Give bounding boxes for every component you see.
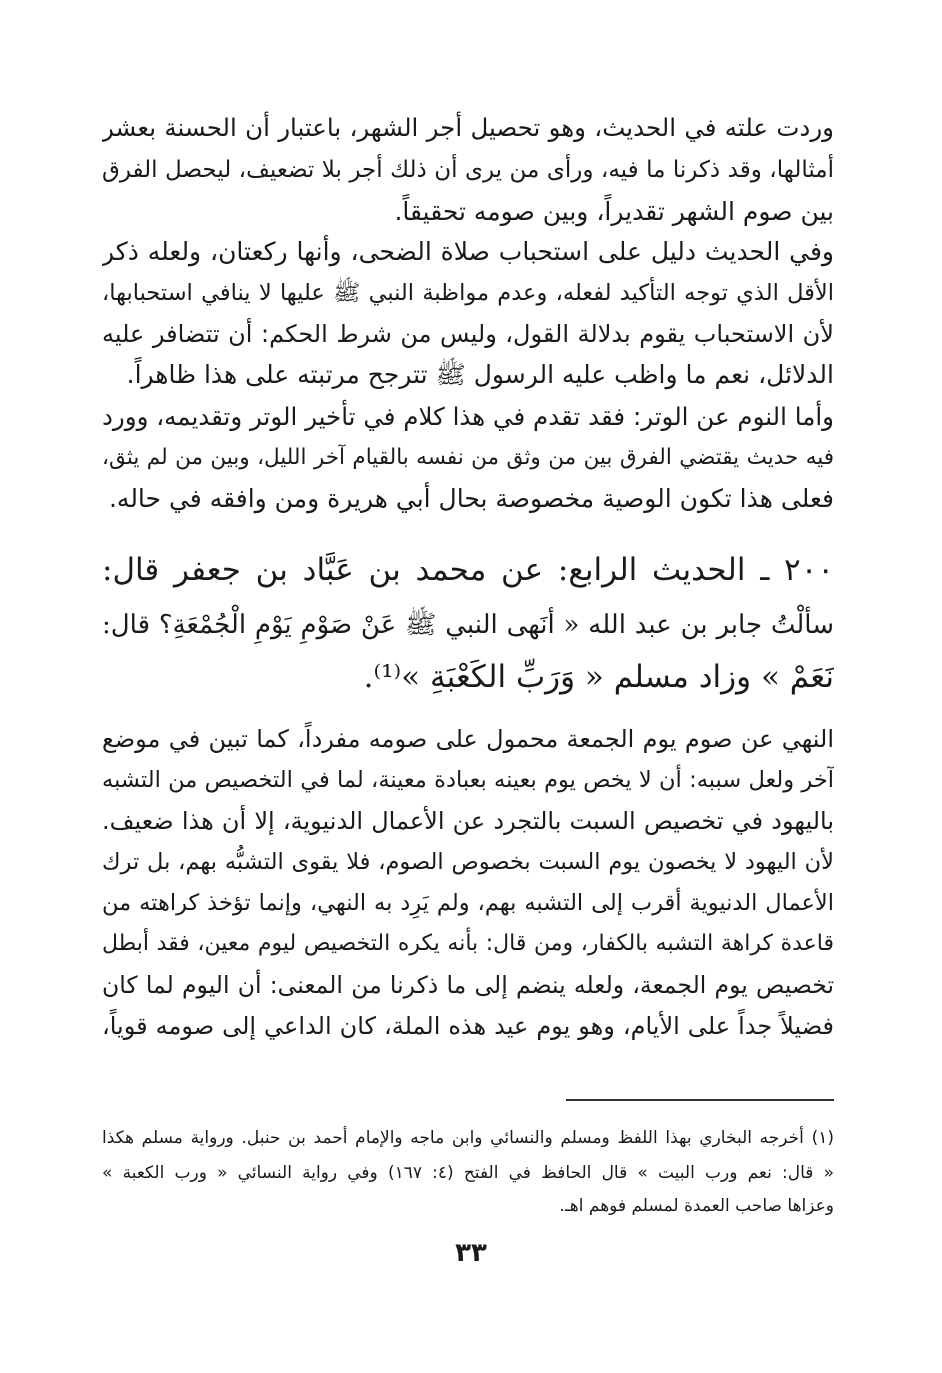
body-line: وردت علته في الحديث، وهو تحصيل أجر الشهر، باعتبار أن الحسنة بعشر: [102, 113, 834, 142]
footnote-line: « قال: نعم ورب البيت » قال الحافظ في الفتح (٤: ١٦٧) وفي رواية النسائي « ورب الكعبة »: [102, 1163, 834, 1183]
footnote-line: وعزاها صاحب العمدة لمسلم فوهم اهـ.: [559, 1196, 834, 1216]
body-line: لأن اليهود لا يخصون يوم السبت بخصوص الصوم، فلا يقوى التشبُّه بهم، بل ترك: [102, 849, 834, 875]
body-line: بين صوم الشهر تقديراً، وبين صومه تحقيقاً.: [394, 197, 834, 226]
body-line: فضيلاً جداً على الأيام، وهو يوم عيد هذه الملة، كان الداعي إلى صومه قوياً،: [102, 1012, 834, 1040]
hadith-line: نَعَمْ » وزاد مسلم « وَرَبِّ الكَعْبَةِ »⁽¹⁾.: [363, 659, 834, 695]
body-line: وأما النوم عن الوتر: فقد تقدم في هذا كلام في تأخير الوتر وتقديمه، وورد: [102, 402, 834, 431]
body-line: الدلائل، نعم ما واظب عليه الرسول ﷺ تترجح مرتبته على هذا ظاهراً.: [126, 360, 834, 389]
hadith-line: سألْتُ جابر بن عبد الله « أنَهى النبي ﷺ عَنْ صَوْمِ يَوْمِ الْجُمْعَةِ؟ قال:: [102, 610, 834, 640]
body-line: قاعدة كراهة التشبه بالكفار، ومن قال: بأنه يكره التخصيص ليوم معين، فقد أبطل: [102, 931, 834, 956]
body-line: الأقل الذي توجه التأكيد لفعله، وعدم مواظبة النبي ﷺ عليها لا ينافي استحبابها،: [102, 280, 834, 306]
hadith-line: ٢٠٠ ـ الحديث الرابع: عن محمد بن عَبَّاد بن جعفر قال:: [102, 552, 834, 588]
body-line: فعلى هذا تكون الوصية مخصوصة بحال أبي هريرة ومن وافقه في حاله.: [108, 484, 834, 513]
footnote-separator: [566, 1099, 834, 1101]
body-line: لأن الاستحباب يقوم بدلالة القول، وليس من شرط الحكم: أن تتضافر عليه: [102, 320, 834, 348]
body-line: أمثالها، وقد ذكرنا ما فيه، ورأى من يرى أن ذلك أجر بلا تضعيف، ليحصل الفرق: [102, 157, 834, 183]
body-line: تخصيص يوم الجمعة، ولعله ينضم إلى ما ذكرنا من المعنى: أن اليوم لما كان: [102, 971, 834, 999]
body-line: باليهود في تخصيص السبت بالتجرد عن الأعمال الدنيوية، إلا أن هذا ضعيف.: [102, 807, 834, 835]
body-line: الأعمال الدنيوية أقرب إلى التشبه بهم، ولم يَرِد به النهي، وإنما تؤخذ كراهته من: [102, 890, 834, 916]
body-line: آخر ولعل سببه: أن لا يخص يوم بعينه بعبادة معينة، لما في التخصيص من التشبه: [102, 767, 834, 793]
body-line: فيه حديث يقتضي الفرق بين من وثق من نفسه بالقيام آخر الليل، وبين من لم يثق،: [102, 445, 834, 470]
footnote-line: (١) أخرجه البخاري بهذا اللفظ ومسلم والنسائي وابن ماجه والإمام أحمد بن حنبل. ورواية مسلم هكذا: [102, 1128, 834, 1148]
body-line: النهي عن صوم يوم الجمعة محمول على صومه مفرداً، كما تبين في موضع: [102, 725, 834, 753]
page-number: ٣٣: [455, 1238, 487, 1268]
body-line: وفي الحديث دليل على استحباب صلاة الضحى، وأنها ركعتان، ولعله ذكر: [102, 237, 834, 266]
